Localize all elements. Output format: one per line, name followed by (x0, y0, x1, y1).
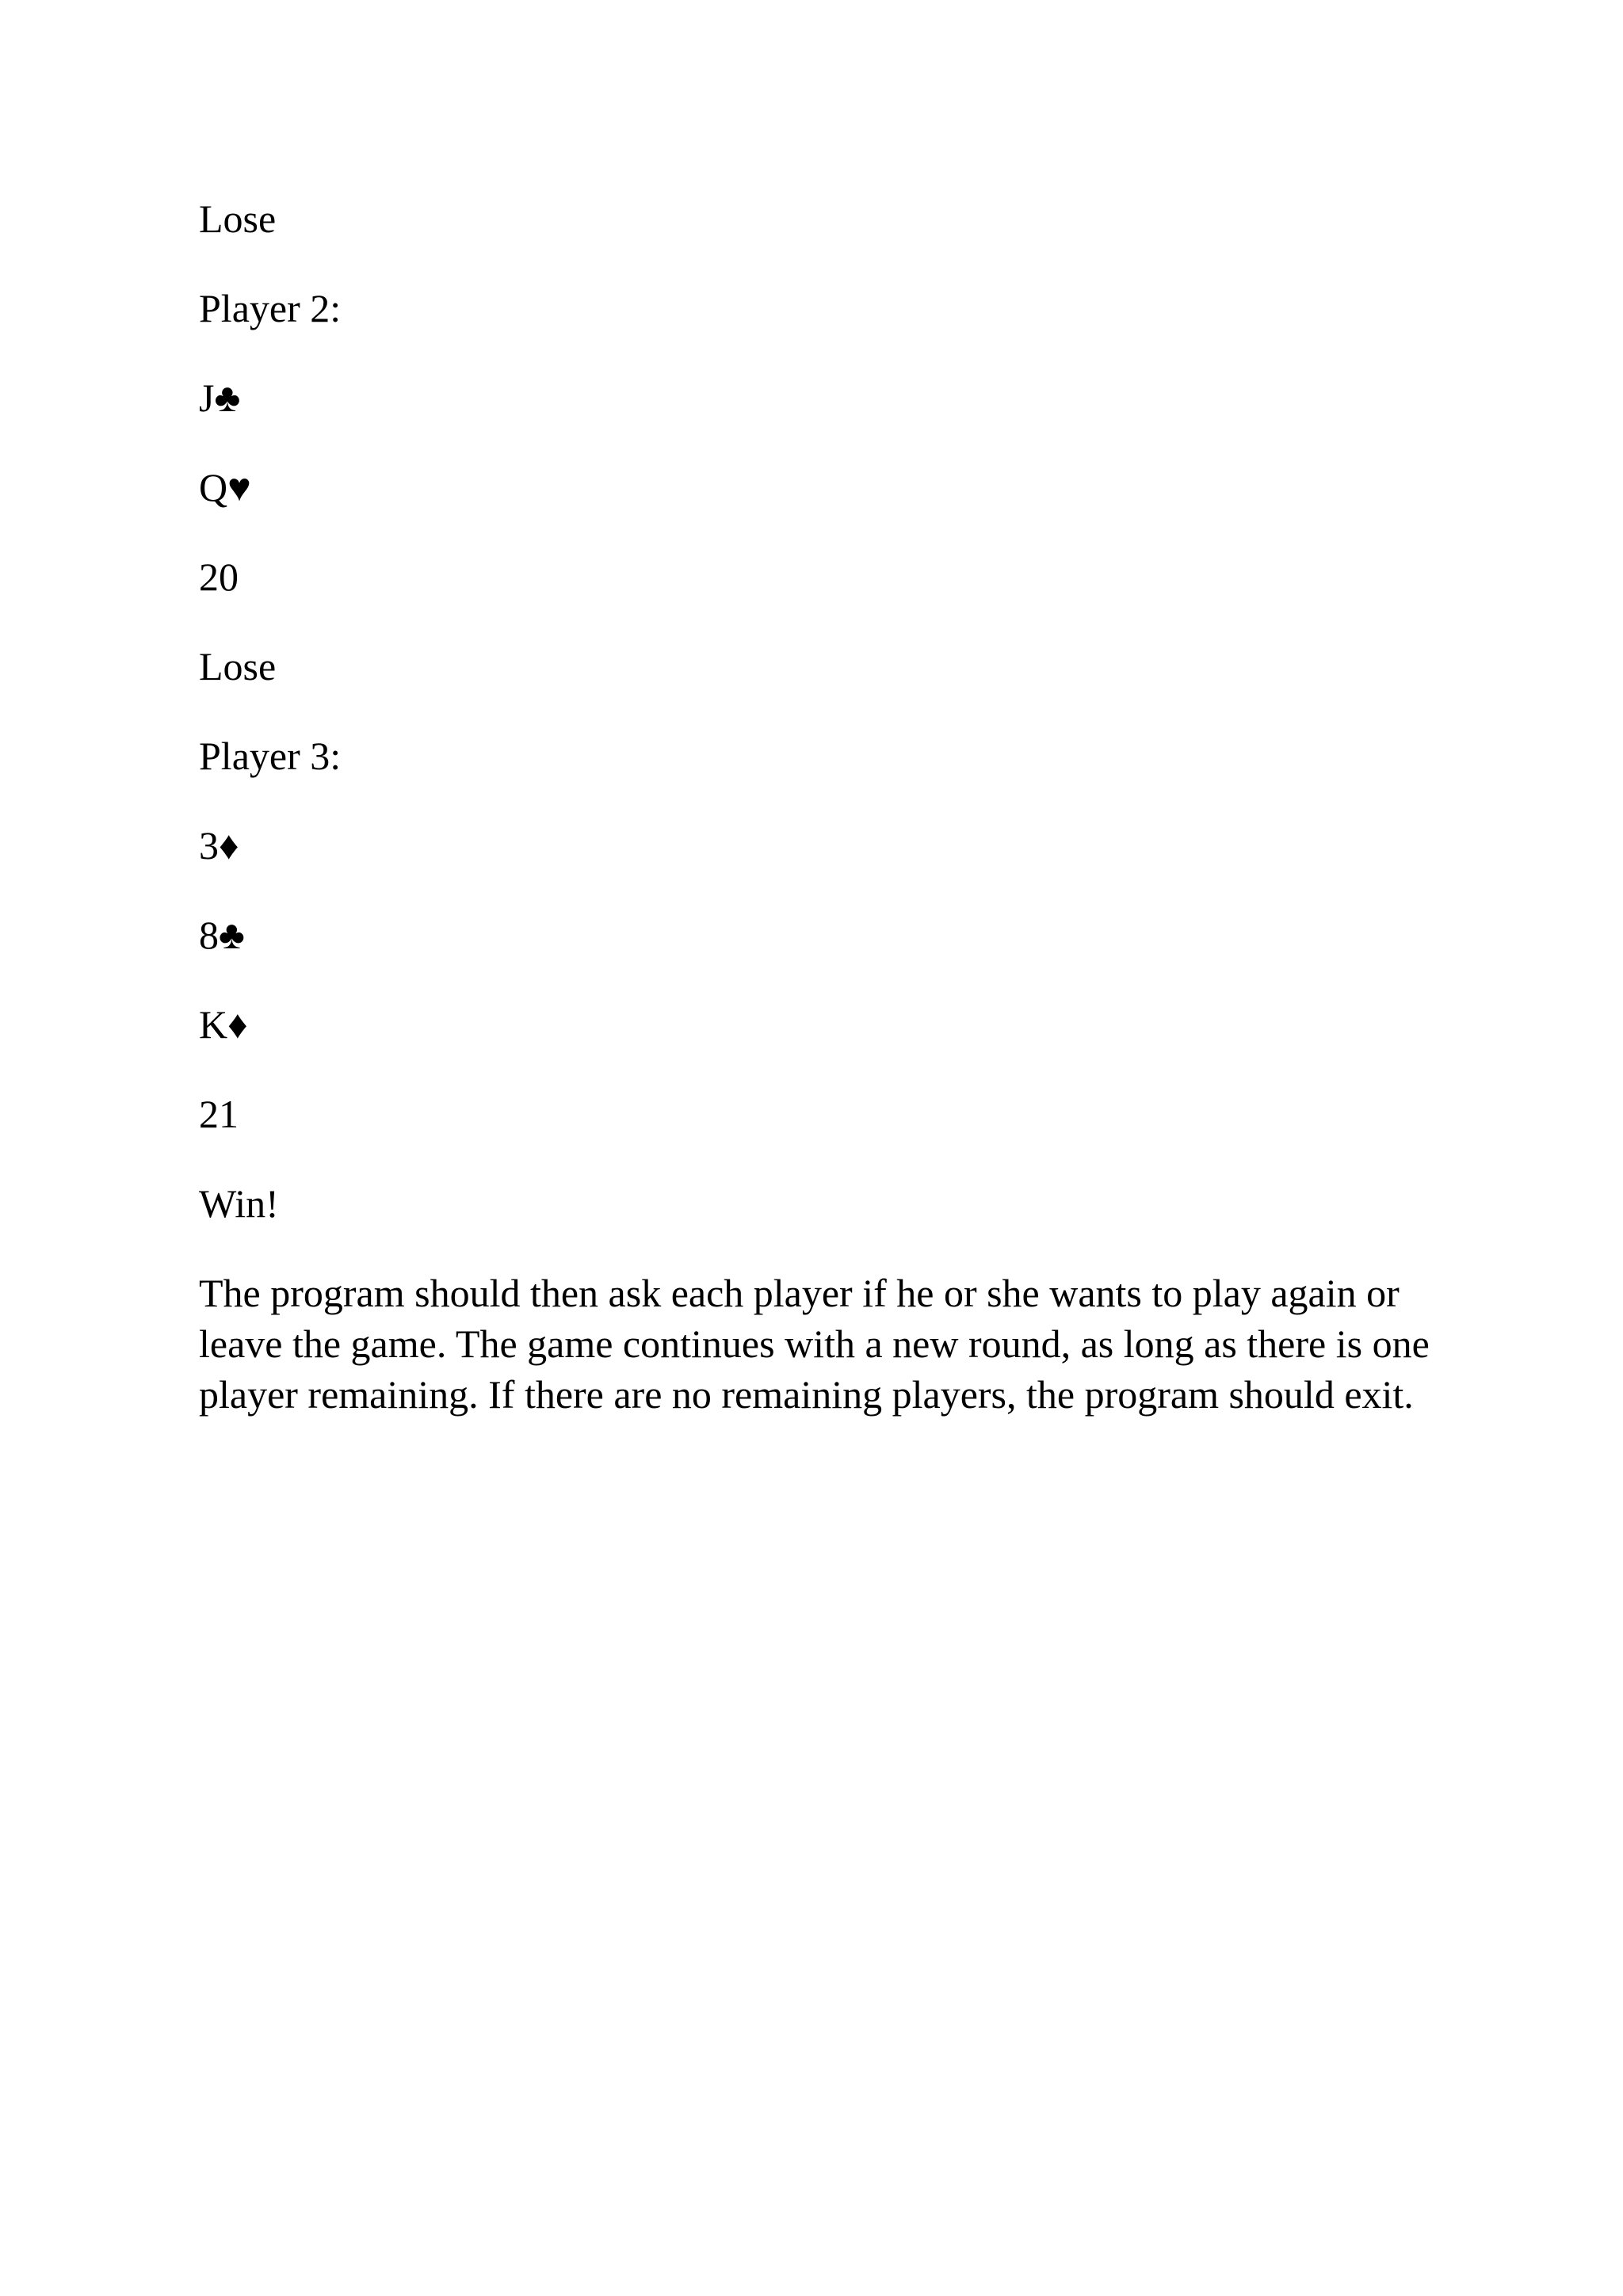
card-line: 3♦ (199, 823, 239, 868)
player-heading: Player 2: (199, 286, 342, 330)
document-body (199, 193, 1435, 1420)
result-line: Lose (199, 196, 277, 241)
player-heading: Player 3: (199, 734, 342, 778)
card-line: K♦ (199, 1002, 248, 1047)
result-line: Lose (199, 644, 277, 688)
result-line: Win! (199, 1181, 279, 1226)
card-line: J♣ (199, 376, 241, 420)
score-line: 20 (199, 555, 239, 599)
instruction-paragraph: The program should then ask each player if he or she wants to play again or leave the game. The game continues with a new round, as long as there is one player remaining. If there are no remaining players, the program should exit. (199, 1271, 1430, 1417)
card-line: 8♣ (199, 913, 245, 957)
score-line: 21 (199, 1092, 239, 1136)
card-line: Q♥ (199, 465, 251, 509)
